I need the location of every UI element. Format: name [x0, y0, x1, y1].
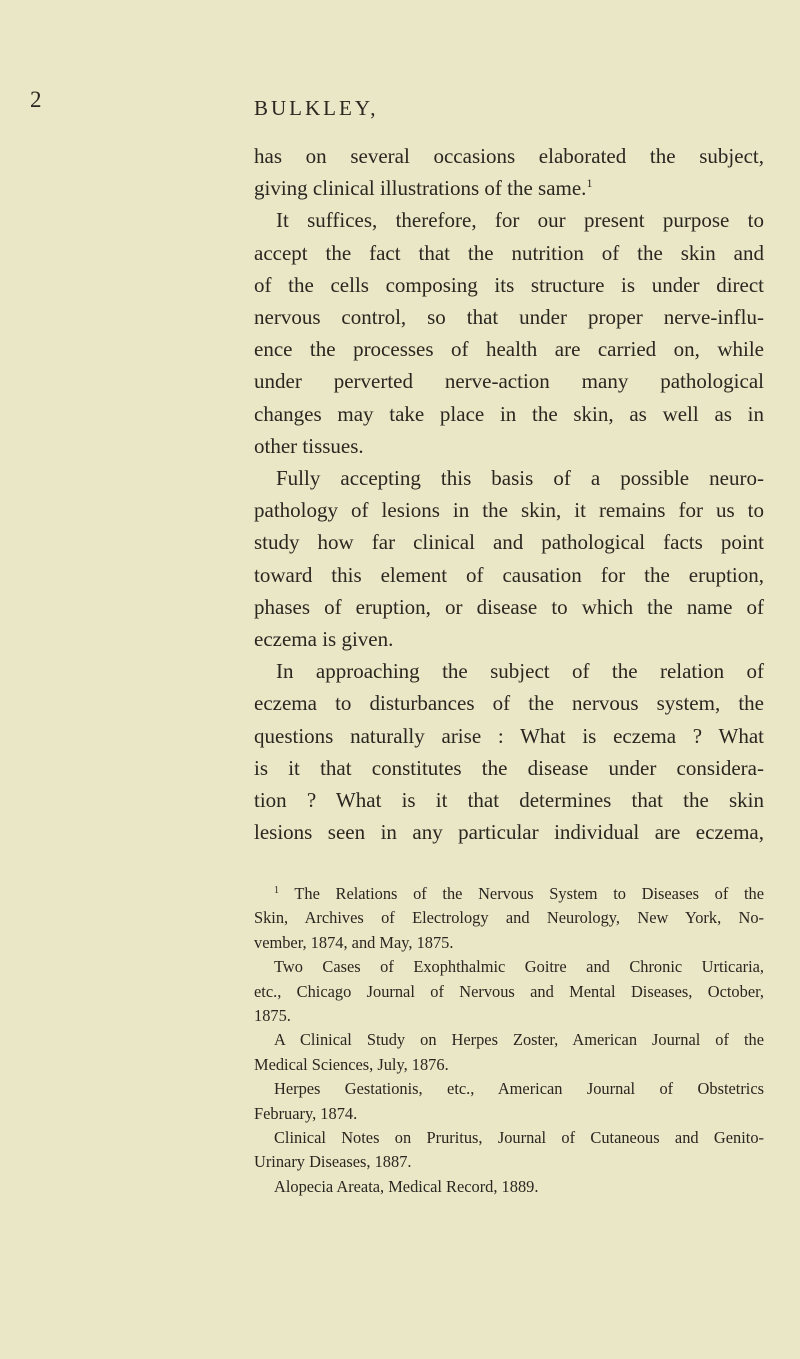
footnotes: [254, 882, 764, 1199]
footnote-line: February, 1874.: [254, 1103, 358, 1123]
body-line: accept the fact that the nutrition of the skin and: [254, 240, 764, 265]
footnote-line: etc., Chicago Journal of Nervous and Mental Diseases, October,: [254, 981, 764, 1001]
running-head: BULKLEY,: [254, 96, 379, 120]
body-line: In approaching the subject of the relation of: [276, 659, 764, 684]
footnote-line: Alopecia Areata, Medical Record, 1889.: [274, 1176, 539, 1196]
body-line: toward this element of causation for the eruption,: [254, 562, 764, 587]
footnote-reference: 1: [586, 176, 593, 191]
body-line: of the cells composing its structure is under direct: [254, 272, 764, 297]
body-line-text: giving clinical illustrations of the same.: [254, 176, 587, 201]
body-line: tion ? What is it that determines that the skin: [254, 788, 764, 813]
body-line: lesions seen in any particular individual are eczema,: [254, 820, 764, 845]
footnote-line: Urinary Diseases, 1887.: [254, 1152, 412, 1172]
page-number: 2: [30, 87, 42, 112]
body-line: pathology of lesions in the skin, it remains for us to: [254, 498, 764, 523]
footnote-line: vember, 1874, and May, 1875.: [254, 932, 454, 952]
body-line: eczema to disturbances of the nervous system, the: [254, 691, 764, 716]
footnote-mark: 1: [274, 885, 279, 896]
body-line: questions naturally arise : What is eczema ? What: [254, 723, 764, 748]
footnote-line: Two Cases of Exophthalmic Goitre and Chronic Urticaria,: [274, 957, 764, 977]
body-line: other tissues.: [254, 433, 364, 458]
body-line: ence the processes of health are carried on, while: [254, 337, 764, 362]
footnote-line: Clinical Notes on Pruritus, Journal of Cutaneous and Genito-: [274, 1128, 764, 1148]
footnote-line: Herpes Gestationis, etc., American Journal of Obstetrics: [274, 1079, 764, 1099]
footnote-line: [254, 882, 764, 906]
body-line: Fully accepting this basis of a possible neuro-: [276, 466, 764, 491]
body-line: eczema is given.: [254, 627, 394, 652]
body-line: under perverted nerve-action many pathological: [254, 369, 764, 394]
body-line: changes may take place in the skin, as well as in: [254, 401, 764, 426]
body-line: phases of eruption, or disease to which the name of: [254, 594, 764, 619]
footnote-line-text: The Relations of the Nervous System to Diseases of the: [294, 884, 764, 903]
body-line: [254, 172, 764, 204]
footnote-line: Medical Sciences, July, 1876.: [254, 1054, 449, 1074]
body-line: nervous control, so that under proper nerve-influ-: [254, 305, 764, 330]
body-line: has on several occasions elaborated the subject,: [254, 144, 764, 168]
footnote-line: A Clinical Study on Herpes Zoster, American Journal of the: [274, 1030, 764, 1050]
body-text: [254, 140, 764, 848]
body-line: It suffices, therefore, for our present purpose to: [276, 208, 764, 233]
footnote-line: Skin, Archives of Electrology and Neurology, New York, No-: [254, 908, 764, 928]
body-line: study how far clinical and pathological facts point: [254, 530, 764, 555]
body-line: is it that constitutes the disease under considera-: [254, 755, 764, 780]
footnote-line: 1875.: [254, 1006, 291, 1026]
